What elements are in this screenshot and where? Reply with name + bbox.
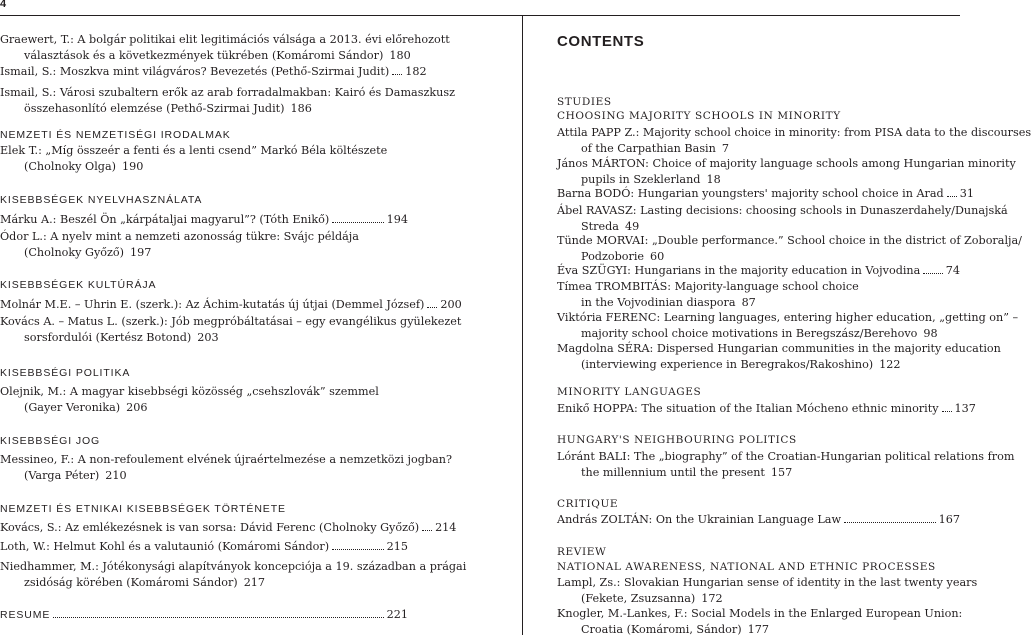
page-ref: 172: [701, 592, 723, 605]
entry-line: Olejnik, M.: A magyar kisebbségi közösség „csehszlovák” szemmel: [0, 385, 379, 398]
toc-entry: [557, 279, 960, 311]
page-ref: 177: [747, 623, 769, 636]
toc-entry: [557, 341, 1001, 373]
toc-entry: [0, 452, 452, 484]
page-ref: 7: [721, 142, 729, 155]
entry-leader: Enikő HOPPA: The situation of the Italian Mócheno ethnic minority 137: [557, 402, 976, 415]
dot-leader: [947, 196, 957, 197]
toc-entry: [557, 449, 1015, 481]
toc-entry: [557, 512, 960, 528]
toc-entry: [0, 64, 427, 80]
section-heading: CRITIQUE: [557, 498, 619, 510]
entry-leader: (Cholnoky Győző) 197: [24, 246, 152, 259]
toc-entry: [0, 384, 408, 416]
section-heading: NEMZETI ÉS ETNIKAI KISEBBSÉGEK TÖRTÉNETE: [0, 503, 286, 515]
section-heading: KISEBBSÉGI JOG: [0, 435, 101, 447]
page-ref: 214: [435, 521, 457, 534]
entry-leader: (Gayer Veronika) 206: [24, 401, 148, 414]
page-ref: 190: [122, 160, 144, 173]
entry-line: Lampl, Zs.: Slovakian Hungarian sense of identity in the last twenty years: [557, 576, 978, 589]
dot-leader: [844, 522, 936, 523]
entry-leader: összehasonlító elemzése (Pethő-Szirmai Judit) 186: [24, 102, 312, 115]
section-heading: HUNGARY'S NEIGHBOURING POLITICS: [557, 434, 797, 446]
entry-leader: Loth, W.: Helmut Kohl és a valutaunió (Komáromi Sándor) 215: [0, 540, 408, 553]
page-ref: 74: [945, 264, 960, 277]
toc-entry: [0, 539, 408, 555]
entry-leader: in the Vojvodinian diaspora 87: [581, 296, 756, 309]
page-ref: 98: [923, 327, 938, 340]
entry-leader: of the Carpathian Basin 7: [581, 142, 729, 155]
toc-entry: [557, 125, 1031, 157]
toc-entry: [557, 575, 978, 607]
page-ref: 122: [879, 358, 901, 371]
page-ref: 206: [126, 401, 148, 414]
entry-line: Magdolna SÉRA: Dispersed Hungarian communities in the majority education: [557, 342, 1001, 355]
section-heading: KISEBBSÉGEK NYELVHASZNÁLATA: [0, 194, 203, 206]
entry-leader: Barna BODÓ: Hungarian youngsters' majority school choice in Arad 31: [557, 187, 974, 200]
toc-entry: [0, 314, 462, 346]
dot-leader: [422, 530, 432, 531]
section-subheading: CHOOSING MAJORITY SCHOOLS IN MINORITY: [557, 110, 841, 122]
page-ref: 200: [440, 298, 462, 311]
section-subheading: NATIONAL AWARENESS, NATIONAL AND ETHNIC PROCESSES: [557, 561, 936, 573]
entry-line: Knogler, M.-Lankes, F.: Social Models in the Enlarged European Union:: [557, 607, 963, 620]
entry-leader: Podzoborie 60: [581, 250, 665, 263]
page-ref: 221: [386, 608, 408, 621]
contents-title: CONTENTS: [557, 33, 645, 50]
entry-line: Ábel RAVASZ: Lasting decisions: choosing schools in Dunaszerdahely/Dunajská: [557, 204, 1008, 217]
top-rule: [0, 15, 960, 16]
page-ref: 87: [741, 296, 756, 309]
entry-line: Attila PAPP Z.: Majority school choice in minority: from PISA data to the discourses: [557, 126, 1031, 139]
toc-entry: [0, 559, 467, 591]
entry-line: Ismail, S.: Városi szubaltern erők az arab forradalmakban: Kairó és Damaszkusz: [0, 86, 455, 99]
page-ref: 157: [770, 466, 793, 479]
dot-leader: [427, 307, 437, 308]
entry-line: Tünde MORVAI: „Double performance.” School choice in the district of Zoboralja/: [557, 234, 1022, 247]
page-number: 4: [0, 0, 7, 10]
toc-entry: [0, 520, 457, 536]
section-heading: KISEBBSÉGI POLITIKA: [0, 367, 131, 379]
page-ref: 49: [624, 220, 640, 233]
toc-entry: [557, 186, 974, 202]
page-ref: 194: [386, 213, 408, 226]
entry-leader: the millennium until the present 157: [581, 466, 793, 479]
section-heading: KISEBBSÉGEK KULTÚRÁJA: [0, 279, 157, 291]
page-ref: 167: [938, 513, 960, 526]
entry-leader: (Varga Péter) 210: [24, 469, 127, 482]
entry-line: Graewert, T.: A bolgár politikai elit legitimációs válsága a 2013. évi előrehozott: [0, 33, 450, 46]
toc-entry: [0, 212, 408, 228]
toc-entry: [0, 85, 455, 117]
entry-line: Viktória FERENC: Learning languages, entering higher education, „getting on” –: [557, 311, 1019, 324]
entry-line: Ódor L.: A nyelv mint a nemzeti azonosság tükre: Svájc példája: [0, 230, 359, 243]
toc-entry: [557, 310, 1019, 342]
page-ref: 60: [650, 250, 665, 263]
entry-leader: (Cholnoky Olga) 190: [24, 160, 144, 173]
dot-leader: [942, 411, 952, 412]
column-divider: [522, 15, 523, 635]
entry-line: Kovács A. – Matus L. (szerk.): Jób megpróbáltatásai – egy evangélikus gyülekezet: [0, 315, 462, 328]
dot-leader: [923, 273, 942, 274]
entry-line: Niedhammer, M.: Jótékonysági alapítványok koncepciója a 19. században a prágai: [0, 560, 467, 573]
page-ref: 180: [389, 49, 411, 62]
toc-entry: [0, 297, 462, 313]
entry-leader: Molnár M.E. – Uhrin E. (szerk.): Az Áchim-kutatás új útjai (Demmel József) 200: [0, 298, 462, 311]
entry-leader: választások és a következmények tükrében (Komáromi Sándor) 180: [24, 49, 411, 62]
page-ref: 217: [243, 576, 266, 589]
section-heading: NEMZETI ÉS NEMZETISÉGI IRODALMAK: [0, 129, 231, 141]
page-ref: 18: [706, 173, 721, 186]
page-ref: 215: [386, 540, 408, 553]
toc-entry: [557, 233, 1022, 265]
dot-leader: [332, 549, 384, 550]
resume-entry: [0, 607, 408, 623]
entry-line: János MÁRTON: Choice of majority language schools among Hungarian minority: [557, 157, 1016, 170]
dot-leader: [332, 222, 383, 223]
page-ref: 203: [197, 331, 219, 344]
toc-entry: [557, 203, 1008, 235]
entry-leader: Kovács, S.: Az emlékezésnek is van sorsa: Dávid Ferenc (Cholnoky Győző) 214: [0, 521, 457, 534]
page-ref: 31: [959, 187, 974, 200]
toc-entry: [557, 401, 976, 417]
entry-leader: pupils in Szeklerland 18: [581, 173, 721, 186]
entry-leader: Streda 49: [581, 220, 640, 233]
entry-leader: Ismail, S.: Moszkva mint világváros? Bevezetés (Pethő-Szirmai Judit) 182: [0, 65, 427, 78]
entry-leader: Croatia (Komáromi, Sándor) 177: [581, 623, 769, 636]
entry-leader: zsidóság körében (Komáromi Sándor) 217: [24, 576, 266, 589]
toc-entry: [0, 32, 450, 64]
toc-entry: [557, 156, 1016, 188]
entry-leader: majority school choice motivations in Beregszász/Berehovo 98: [581, 327, 938, 340]
toc-entry: [557, 263, 960, 279]
page-ref: 137: [954, 402, 976, 415]
toc-entry: [0, 143, 408, 175]
dot-leader: [392, 74, 402, 75]
entry-leader: [0, 607, 408, 623]
entry-line: Messineo, F.: A non-refoulement elvének újraértelmezése a nemzetközi jogban?: [0, 453, 452, 466]
page-ref: 182: [405, 65, 427, 78]
section-heading: RESUME: [0, 609, 51, 621]
entry-leader: Éva SZÜGYI: Hungarians in the majority education in Vojvodina 74: [557, 264, 960, 277]
entry-line: Tímea TROMBITÁS: Majority-language school choice: [557, 280, 859, 293]
page-ref: 197: [130, 246, 152, 259]
section-heading: MINORITY LANGUAGES: [557, 386, 702, 398]
dot-leader: [53, 617, 383, 618]
toc-entry: [557, 606, 963, 638]
entry-line: Elek T.: „Míg összeér a fenti és a lenti csend” Markó Béla költészete: [0, 144, 388, 157]
toc-entry: [0, 229, 408, 261]
page-ref: 186: [290, 102, 312, 115]
entry-leader: Márku A.: Beszél Ön „kárpátaljai magyarul”? (Tóth Enikő) 194: [0, 213, 408, 226]
page-ref: 210: [105, 469, 127, 482]
entry-leader: (interviewing experience in Beregrakos/Rakoshino) 122: [581, 358, 901, 371]
section-heading: STUDIES: [557, 96, 612, 108]
entry-leader: (Fekete, Zsuzsanna) 172: [581, 592, 723, 605]
entry-leader: sorsfordulói (Kertész Botond) 203: [24, 331, 219, 344]
section-heading: REVIEW: [557, 546, 607, 558]
entry-line: Lóránt BALI: The „biography” of the Croatian-Hungarian political relations from: [557, 450, 1015, 463]
entry-leader: András ZOLTÁN: On the Ukrainian Language Law 167: [557, 513, 960, 526]
